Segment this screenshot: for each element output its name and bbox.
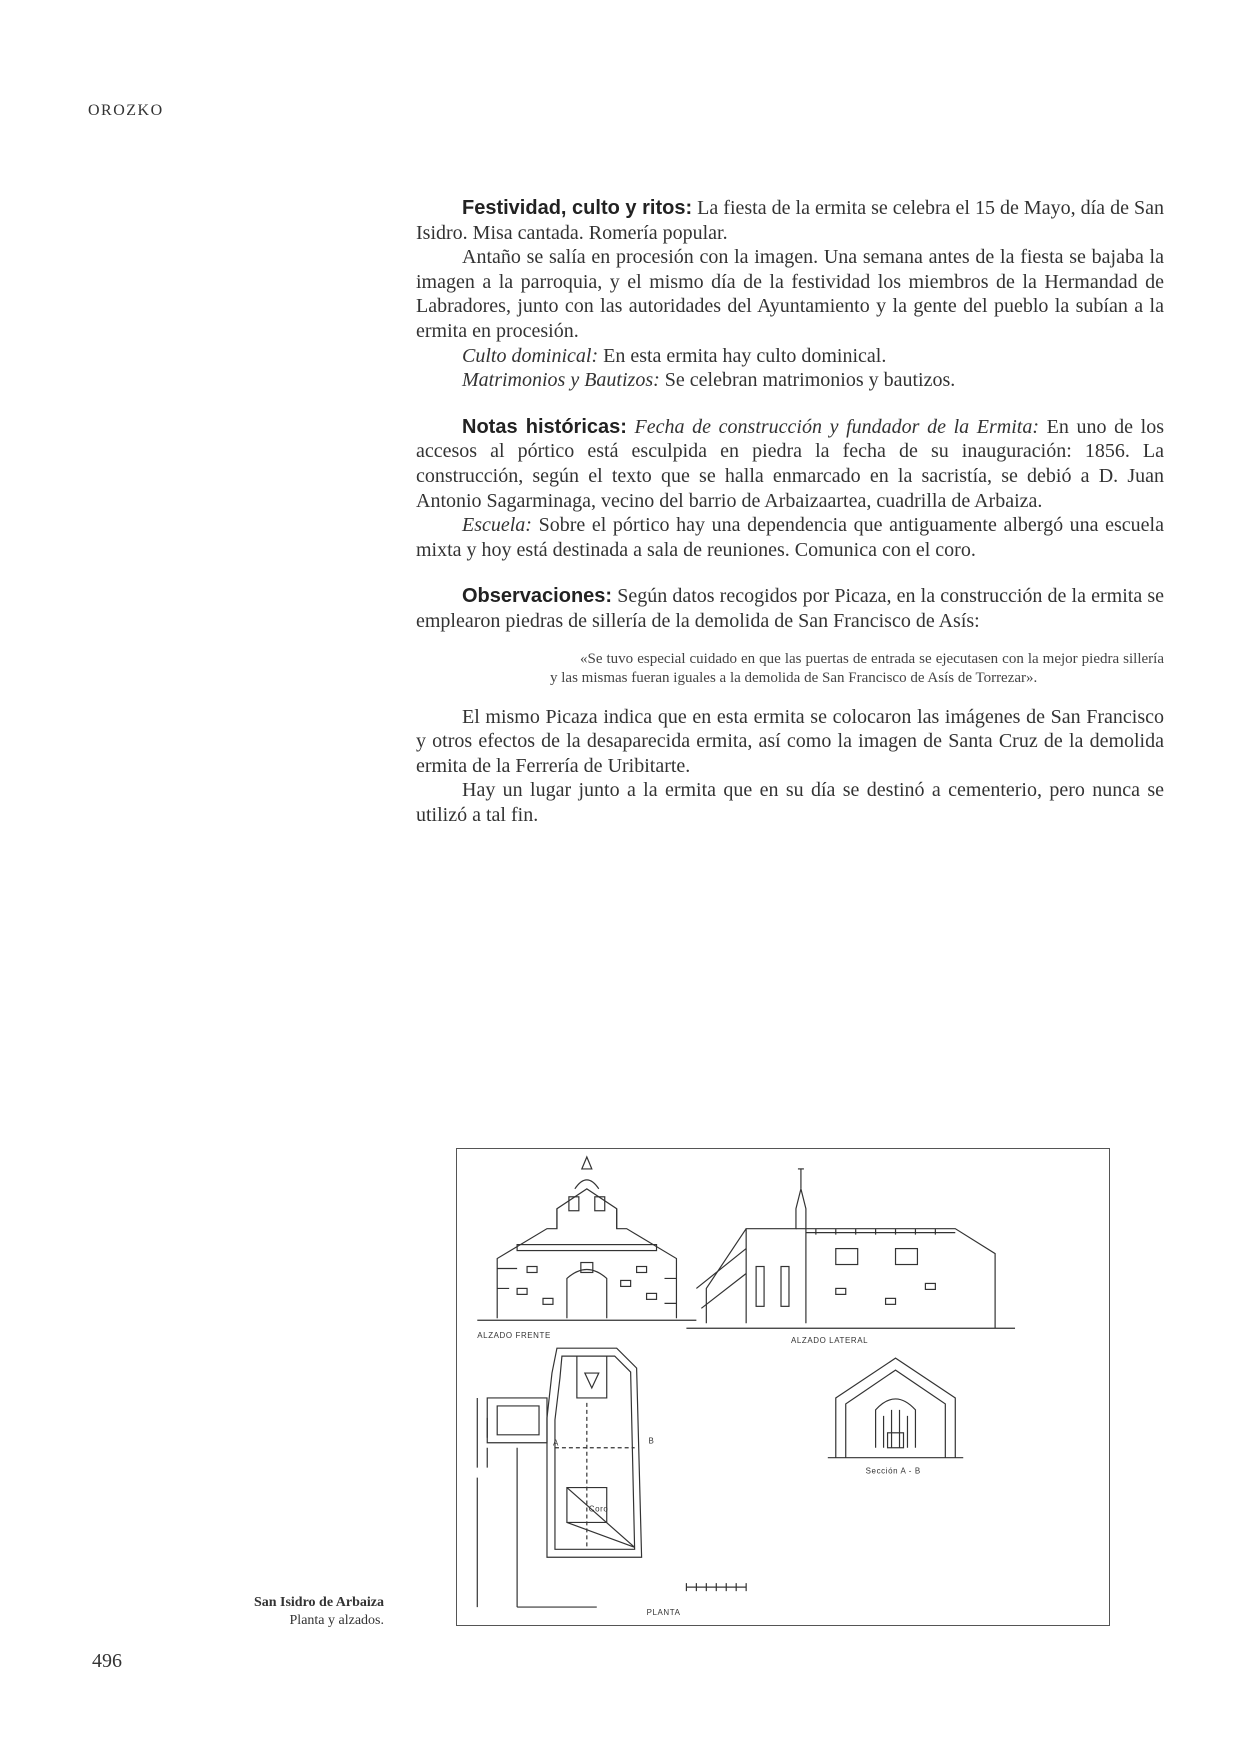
observaciones-heading: Observaciones: xyxy=(462,585,613,608)
front-elevation-drawing xyxy=(477,1157,696,1320)
matrimonios-text: Se celebran matrimonios y bautizos. xyxy=(659,369,956,392)
label-plan: PLANTA xyxy=(646,1608,681,1618)
caption-subtitle: Planta y alzados. xyxy=(289,1613,384,1628)
label-side: ALZADO LATERAL xyxy=(790,1336,869,1346)
side-elevation-drawing xyxy=(686,1169,1015,1328)
matrimonios-label: Matrimonios y Bautizos: xyxy=(462,369,660,392)
observaciones-paragraph xyxy=(416,584,1164,633)
festividad-paragraph-2: Antaño se salía en procesión con la imagen. Una semana antes de la fiesta se bajaba la imagen a la parroquia, y el mismo día de la festividad los miembros de la Hermandad de Labradores, junto con las autoridades del Ayuntamiento y la gente del pueblo la subían a la ermita en procesión. xyxy=(416,246,1164,342)
culto-label: Culto dominical: xyxy=(462,344,599,367)
notas-heading: Notas históricas: xyxy=(462,415,627,438)
festividad-heading: Festividad, culto y ritos: xyxy=(462,197,693,219)
scale-bar xyxy=(686,1583,746,1591)
matrimonios-paragraph xyxy=(416,368,1164,393)
floor-plan-drawing xyxy=(477,1348,641,1607)
figure-caption xyxy=(180,1594,384,1630)
culto-text: En esta ermita hay culto dominical. xyxy=(598,344,887,367)
label-section: Sección A - B xyxy=(865,1466,921,1476)
notas-paragraph xyxy=(416,415,1164,513)
block-quote xyxy=(550,650,1164,689)
drawing-svg xyxy=(457,1149,1109,1625)
observaciones-paragraph-2: El mismo Picaza indica que en esta ermita se colocaron las imágenes de San Francisco y otros efectos de la desaparecida ermita, así como la imagen de Santa Cruz de la demolida ermita de la Ferrería de Uribitarte. xyxy=(416,705,1164,777)
culto-paragraph xyxy=(416,344,1164,369)
escuela-label: Escuela: xyxy=(462,514,532,537)
label-b: B xyxy=(648,1436,655,1446)
caption-title: San Isidro de Arbaiza xyxy=(253,1595,384,1610)
festividad-paragraph xyxy=(416,196,1164,245)
quote-text: «Se tuvo especial cuidado en que las puertas de entrada se ejecutasen con la mejor piedra sillería y las mismas fueran iguales a la demolida de San Francisco de Asís de Torrezar». xyxy=(550,650,1164,686)
fecha-label: Fecha de construcción y fundador de la Ermita: xyxy=(634,415,1040,438)
section-drawing xyxy=(828,1358,963,1458)
main-text xyxy=(416,196,1164,827)
escuela-paragraph xyxy=(416,513,1164,562)
escuela-text: Sobre el pórtico hay una dependencia que antiguamente albergó una escuela mixta y hoy está destinada a sala de reuniones. Comunica con el coro. xyxy=(416,514,1164,561)
page-number: 496 xyxy=(92,1650,122,1672)
fecha-text: En uno de los accesos al pórtico está esculpida en piedra la fecha de su inauguración: 1856. La construcción, según el texto que se halla enmarcado en la sacristía, se debió a D. Juan Antonio Sagarminaga, vecino del barrio de Arbaizaartea, cuadrilla de Arbaiza. xyxy=(416,415,1165,512)
observaciones-text: Según datos recogidos por Picaza, en la construcción de la ermita se emplearon piedras de sillería de la demolida de San Francisco de Asís: xyxy=(416,585,1164,632)
label-front: ALZADO FRENTE xyxy=(477,1331,551,1341)
running-head: OROZKO xyxy=(88,102,164,119)
observaciones-paragraph-3: Hay un lugar junto a la ermita que en su día se destinó a cementerio, pero nunca se utilizó a tal fin. xyxy=(416,779,1164,826)
label-a: A xyxy=(552,1438,559,1448)
architectural-drawing xyxy=(456,1148,1110,1626)
festividad-text: La fiesta de la ermita se celebra el 15 de Mayo, día de San Isidro. Misa cantada. Romería popular. xyxy=(416,197,1164,244)
label-coro: Coro xyxy=(588,1504,609,1514)
